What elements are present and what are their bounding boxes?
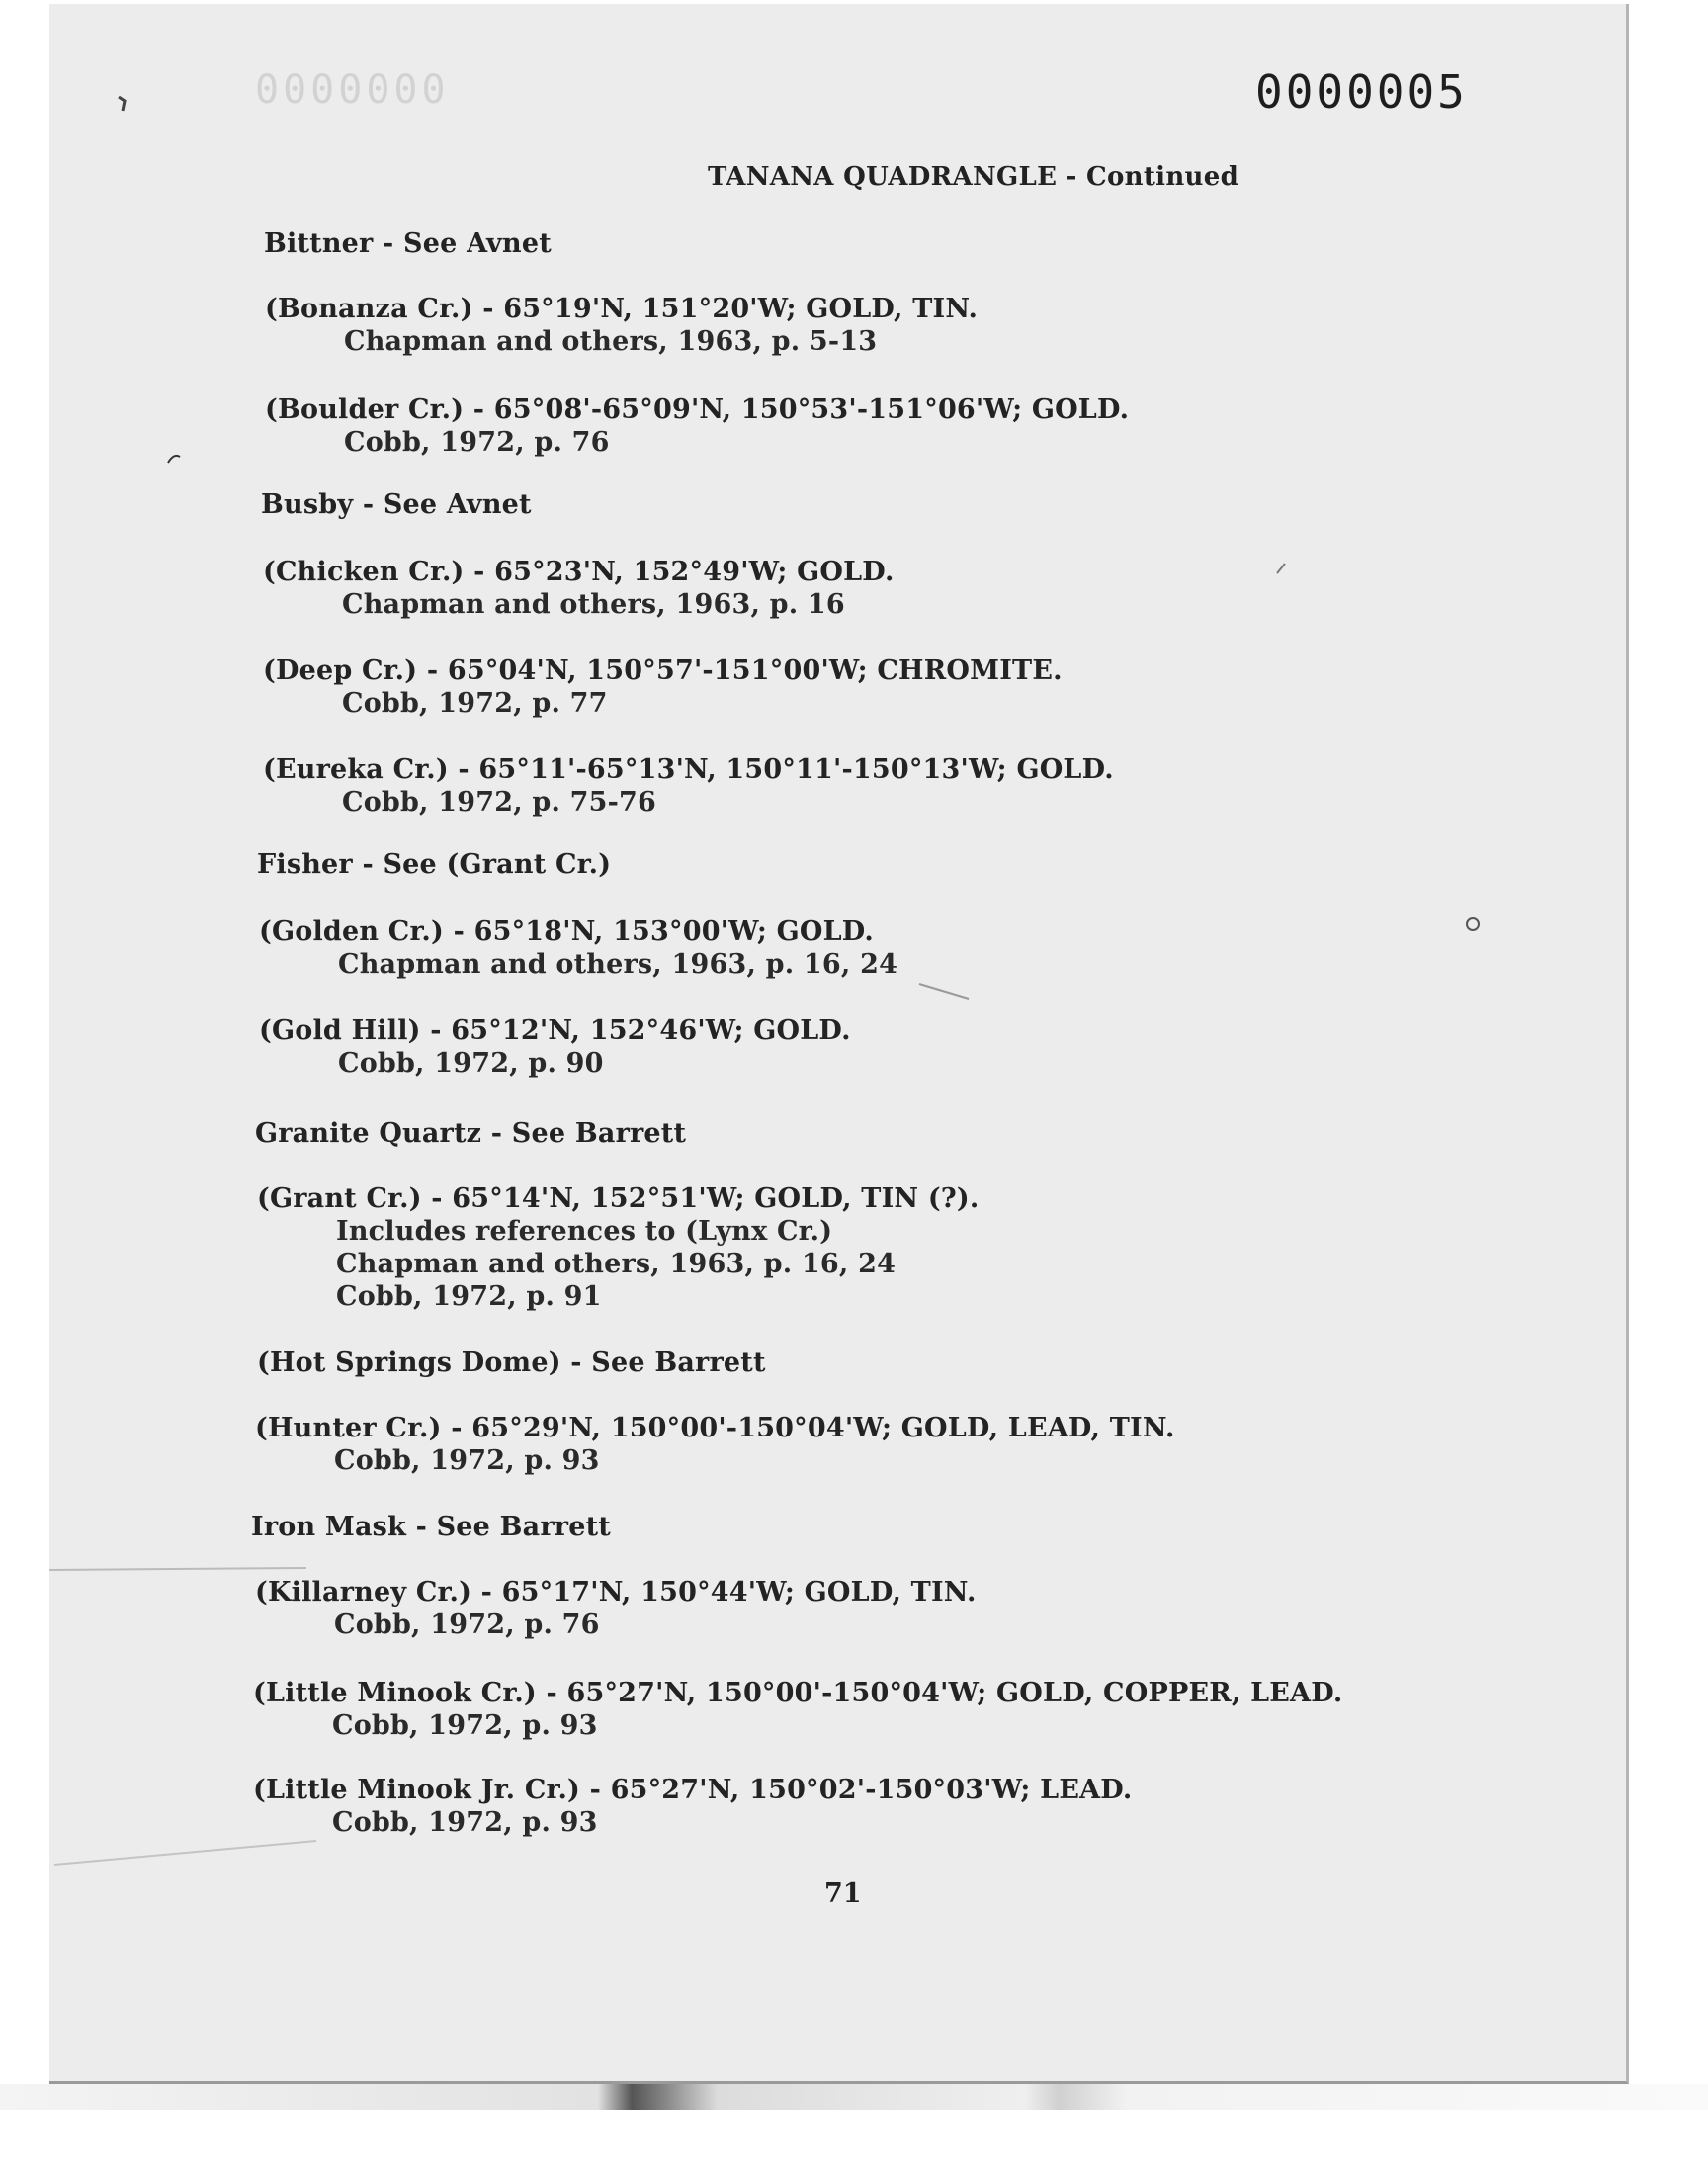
entry-heading: (Deep Cr.) - 65°04'N, 150°57'-151°00'W; CHROMITE. — [263, 655, 1063, 686]
entry-heading: (Killarney Cr.) - 65°17'N, 150°44'W; GOLD, TIN. — [255, 1577, 977, 1608]
entry-reference: Cobb, 1972, p. 91 — [336, 1281, 602, 1312]
entry-heading: (Boulder Cr.) - 65°08'-65°09'N, 150°53'-151°06'W; GOLD. — [265, 394, 1130, 425]
page-title: TANANA QUADRANGLE - Continued — [708, 162, 1239, 192]
entry-reference: Chapman and others, 1963, p. 16 — [342, 589, 845, 620]
entry-reference: Includes references to (Lynx Cr.) — [336, 1216, 833, 1247]
entry-reference: Chapman and others, 1963, p. 16, 24 — [336, 1249, 897, 1279]
entry-heading: Bittner - See Avnet — [264, 228, 552, 259]
entry-heading: Granite Quartz - See Barrett — [255, 1118, 687, 1149]
entry-reference: Cobb, 1972, p. 93 — [332, 1710, 598, 1741]
entry-heading: (Little Minook Cr.) - 65°27'N, 150°00'-150°04'W; GOLD, COPPER, LEAD. — [253, 1678, 1343, 1708]
entry-reference: Cobb, 1972, p. 76 — [344, 427, 610, 458]
entry-reference: Cobb, 1972, p. 90 — [338, 1048, 604, 1079]
entry-heading: (Hunter Cr.) - 65°29'N, 150°00'-150°04'W; GOLD, LEAD, TIN. — [255, 1413, 1175, 1443]
entry-heading: (Eureka Cr.) - 65°11'-65°13'N, 150°11'-150°13'W; GOLD. — [263, 754, 1114, 785]
entry-heading: (Hot Springs Dome) - See Barrett — [257, 1348, 766, 1378]
entry-heading: Fisher - See (Grant Cr.) — [257, 849, 612, 880]
faint-stamp-number: 0000000 — [255, 67, 450, 113]
entry-reference: Cobb, 1972, p. 93 — [334, 1445, 600, 1476]
entry-heading: (Bonanza Cr.) - 65°19'N, 151°20'W; GOLD, TIN. — [265, 294, 979, 324]
entry-reference: Chapman and others, 1963, p. 16, 24 — [338, 949, 898, 980]
page-stamp-number: 0000005 — [1255, 65, 1468, 119]
entry-heading: (Little Minook Jr. Cr.) - 65°27'N, 150°02'-150°03'W; LEAD. — [253, 1775, 1133, 1805]
entry-heading: Iron Mask - See Barrett — [251, 1512, 611, 1542]
entry-heading: (Grant Cr.) - 65°14'N, 152°51'W; GOLD, TIN (?). — [257, 1183, 980, 1214]
entry-heading: (Golden Cr.) - 65°18'N, 153°00'W; GOLD. — [259, 916, 875, 947]
entry-heading: (Chicken Cr.) - 65°23'N, 152°49'W; GOLD. — [263, 557, 895, 587]
entry-reference: Chapman and others, 1963, p. 5-13 — [344, 326, 878, 357]
scan-edge-band — [0, 2084, 1708, 2110]
entry-heading: (Gold Hill) - 65°12'N, 152°46'W; GOLD. — [259, 1015, 851, 1046]
page-number: 71 — [824, 1878, 862, 1909]
entry-reference: Cobb, 1972, p. 76 — [334, 1610, 600, 1640]
entry-heading: Busby - See Avnet — [261, 489, 532, 520]
entry-reference: Cobb, 1972, p. 93 — [332, 1807, 598, 1838]
entry-reference: Cobb, 1972, p. 75-76 — [342, 787, 657, 818]
entry-reference: Cobb, 1972, p. 77 — [342, 688, 608, 719]
